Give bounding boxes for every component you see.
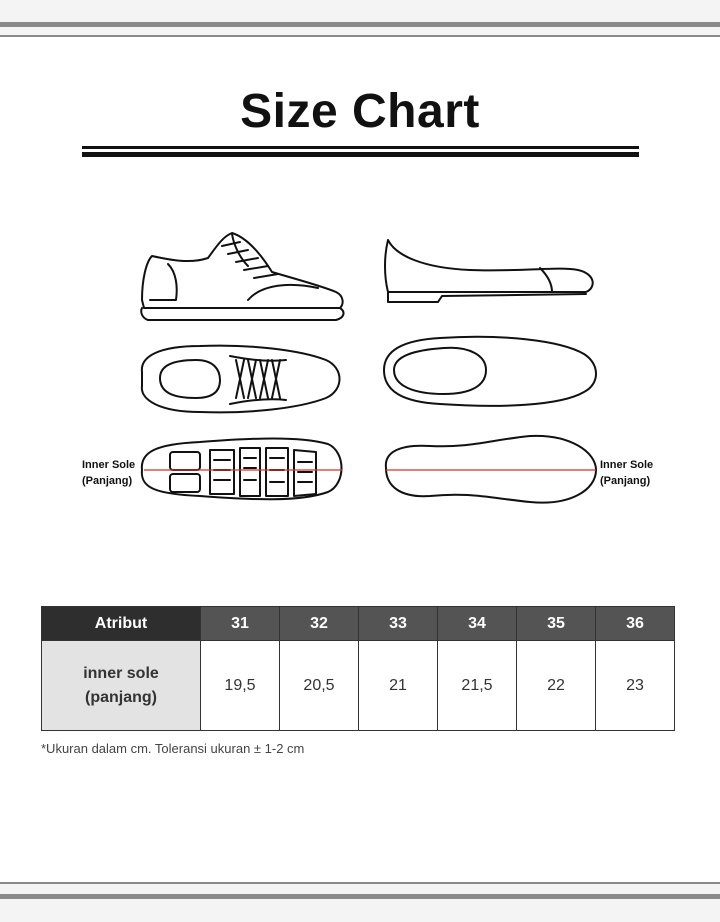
header-size-35: 35: [517, 607, 596, 641]
top-border-thin: [0, 35, 720, 37]
header-size-33: 33: [359, 607, 438, 641]
size-table: [41, 606, 675, 731]
bottom-border-thick: [0, 894, 720, 899]
value-size-33: 21: [359, 641, 438, 731]
table-header-row: [42, 607, 675, 641]
sneaker-side-icon: [141, 233, 343, 320]
left-label-line1: Inner Sole: [82, 459, 136, 471]
value-size-36: 23: [596, 641, 675, 731]
header-size-34: 34: [438, 607, 517, 641]
bottom-border-thin: [0, 882, 720, 884]
left-label-line2: (Panjang): [82, 475, 133, 487]
header-attribute: Atribut: [42, 607, 201, 641]
right-inner-sole-label: [600, 457, 653, 489]
value-size-35: 22: [517, 641, 596, 731]
flat-sole-icon: [386, 436, 596, 503]
flat-top-icon: [384, 337, 596, 406]
size-note: *Ukuran dalam cm. Toleransi ukuran ± 1-2 cm: [41, 741, 305, 756]
value-size-31: 19,5: [201, 641, 280, 731]
value-size-34: 21,5: [438, 641, 517, 731]
left-inner-sole-label: [82, 457, 135, 489]
page-title: Size Chart: [240, 85, 480, 138]
table-row: [42, 641, 675, 731]
right-label-line1: Inner Sole: [600, 459, 654, 471]
title-underline-thin: [82, 146, 639, 149]
sneaker-top-icon: [142, 346, 340, 413]
shoe-illustrations: [0, 200, 720, 560]
header-size-36: 36: [596, 607, 675, 641]
value-size-32: 20,5: [280, 641, 359, 731]
row-label-inner-sole: [42, 641, 201, 731]
title-underline-thick: [82, 152, 639, 157]
flat-side-icon: [385, 240, 593, 302]
right-label-line2: (Panjang): [600, 475, 651, 487]
sneaker-sole-icon: [142, 439, 342, 500]
header-size-31: 31: [201, 607, 280, 641]
row-label-line2: (panjang): [85, 688, 157, 706]
top-border-thick: [0, 22, 720, 27]
row-label-line1: inner sole: [83, 664, 159, 682]
header-size-32: 32: [280, 607, 359, 641]
